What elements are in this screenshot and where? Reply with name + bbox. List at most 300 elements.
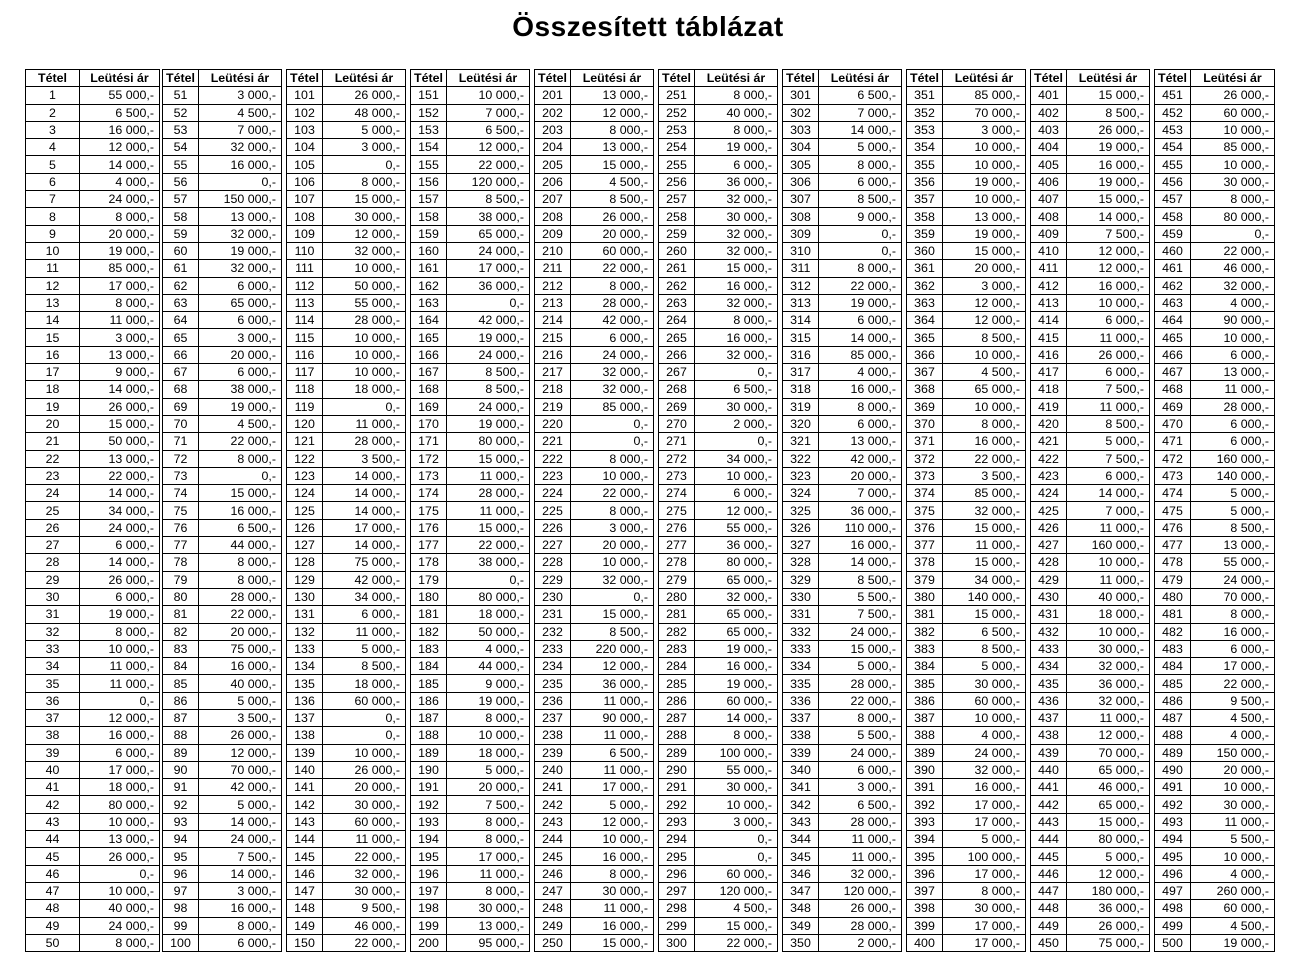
item-price: 24 000,- — [819, 623, 902, 640]
item-number: 461 — [1155, 260, 1191, 277]
item-number: 400 — [907, 934, 943, 951]
table-row — [1155, 364, 1275, 381]
table-row — [535, 312, 654, 329]
table-row — [1155, 191, 1275, 208]
item-price: 19 000,- — [199, 242, 282, 259]
table-row — [411, 329, 530, 346]
item-number: 278 — [659, 554, 695, 571]
item-number: 252 — [659, 104, 695, 121]
item-price: 65 000,- — [1067, 761, 1150, 778]
item-number: 424 — [1031, 485, 1067, 502]
table-row — [287, 208, 406, 225]
item-number: 93 — [163, 813, 199, 830]
item-price: 12 000,- — [80, 709, 160, 726]
table-row — [411, 294, 530, 311]
table-row — [783, 934, 902, 951]
table-row — [26, 554, 160, 571]
item-number: 290 — [659, 761, 695, 778]
item-number: 423 — [1031, 467, 1067, 484]
item-price: 6 000,- — [1191, 415, 1275, 432]
item-number: 146 — [287, 865, 323, 882]
table-row — [907, 381, 1026, 398]
item-number: 364 — [907, 312, 943, 329]
item-price: 60 000,- — [1191, 104, 1275, 121]
table-row — [535, 675, 654, 692]
item-number: 187 — [411, 709, 447, 726]
item-price: 13 000,- — [1191, 364, 1275, 381]
item-price: 26 000,- — [80, 848, 160, 865]
item-price: 14 000,- — [1067, 208, 1150, 225]
item-price: 60 000,- — [1191, 900, 1275, 917]
item-price: 8 500,- — [323, 658, 406, 675]
item-price: 14 000,- — [80, 381, 160, 398]
item-price: 8 500,- — [819, 571, 902, 588]
item-price: 10 000,- — [571, 554, 654, 571]
item-price: 19 000,- — [80, 606, 160, 623]
item-number: 77 — [163, 537, 199, 554]
table-row — [287, 329, 406, 346]
table-row — [1155, 934, 1275, 951]
item-number: 53 — [163, 121, 199, 138]
item-number: 2 — [26, 104, 80, 121]
item-number: 3 — [26, 121, 80, 138]
item-number: 234 — [535, 658, 571, 675]
table-row — [411, 623, 530, 640]
item-price: 10 000,- — [571, 831, 654, 848]
table-row — [26, 761, 160, 778]
item-number: 337 — [783, 709, 819, 726]
item-price: 15 000,- — [1067, 813, 1150, 830]
header-price: Leütési ár — [571, 70, 654, 87]
item-number: 366 — [907, 346, 943, 363]
table-row — [163, 242, 282, 259]
item-price: 30 000,- — [571, 882, 654, 899]
table-row — [659, 398, 778, 415]
item-number: 493 — [1155, 813, 1191, 830]
item-number: 479 — [1155, 571, 1191, 588]
table-row — [1155, 104, 1275, 121]
item-number: 162 — [411, 277, 447, 294]
item-number: 210 — [535, 242, 571, 259]
item-price: 150 000,- — [199, 191, 282, 208]
item-price: 32 000,- — [199, 225, 282, 242]
item-price: 160 000,- — [1067, 537, 1150, 554]
item-price: 8 000,- — [199, 554, 282, 571]
item-number: 352 — [907, 104, 943, 121]
item-number: 436 — [1031, 692, 1067, 709]
item-price: 22 000,- — [1191, 242, 1275, 259]
item-price: 26 000,- — [199, 727, 282, 744]
table-row — [659, 156, 778, 173]
item-number: 147 — [287, 882, 323, 899]
item-number: 483 — [1155, 640, 1191, 657]
item-price: 80 000,- — [447, 588, 530, 605]
table-row — [783, 571, 902, 588]
item-price: 32 000,- — [695, 346, 778, 363]
item-number: 86 — [163, 692, 199, 709]
table-row — [163, 934, 282, 951]
item-price: 120 000,- — [695, 882, 778, 899]
item-price: 3 000,- — [819, 779, 902, 796]
item-price: 6 000,- — [695, 156, 778, 173]
item-number: 360 — [907, 242, 943, 259]
item-price: 8 000,- — [80, 934, 160, 951]
item-number: 320 — [783, 415, 819, 432]
table-row — [1155, 779, 1275, 796]
item-price: 8 500,- — [447, 191, 530, 208]
table-row — [659, 917, 778, 934]
table-row — [783, 588, 902, 605]
item-price: 16 000,- — [571, 848, 654, 865]
item-number: 82 — [163, 623, 199, 640]
item-number: 22 — [26, 450, 80, 467]
table-row — [783, 485, 902, 502]
item-price: 55 000,- — [1191, 554, 1275, 571]
item-price: 24 000,- — [819, 744, 902, 761]
item-number: 99 — [163, 917, 199, 934]
table-row — [907, 848, 1026, 865]
item-number: 58 — [163, 208, 199, 225]
item-price: 30 000,- — [323, 882, 406, 899]
item-number: 422 — [1031, 450, 1067, 467]
item-price: 5 500,- — [819, 727, 902, 744]
table-row — [1031, 537, 1150, 554]
item-number: 57 — [163, 191, 199, 208]
table-row — [535, 882, 654, 899]
table-row — [1031, 450, 1150, 467]
table-row — [1031, 364, 1150, 381]
table-row — [163, 554, 282, 571]
item-number: 141 — [287, 779, 323, 796]
table-row — [535, 433, 654, 450]
item-price: 24 000,- — [447, 398, 530, 415]
item-price: 19 000,- — [80, 242, 160, 259]
table-row — [1031, 329, 1150, 346]
table-row — [535, 87, 654, 104]
table-row — [783, 519, 902, 536]
table-row — [411, 502, 530, 519]
header-price: Leütési ár — [819, 70, 902, 87]
item-number: 62 — [163, 277, 199, 294]
table-row — [163, 537, 282, 554]
item-number: 7 — [26, 191, 80, 208]
item-price: 15 000,- — [447, 519, 530, 536]
item-number: 394 — [907, 831, 943, 848]
item-number: 496 — [1155, 865, 1191, 882]
table-row — [783, 260, 902, 277]
item-price: 4 000,- — [80, 173, 160, 190]
table-row — [287, 727, 406, 744]
item-number: 189 — [411, 744, 447, 761]
item-price: 0,- — [447, 294, 530, 311]
table-row — [163, 727, 282, 744]
item-number: 338 — [783, 727, 819, 744]
item-price: 180 000,- — [1067, 882, 1150, 899]
table-row — [535, 381, 654, 398]
item-price: 14 000,- — [80, 156, 160, 173]
item-price: 40 000,- — [1067, 588, 1150, 605]
table-row — [163, 709, 282, 726]
item-price: 11 000,- — [1067, 571, 1150, 588]
item-price: 6 500,- — [447, 121, 530, 138]
table-row — [907, 865, 1026, 882]
item-number: 359 — [907, 225, 943, 242]
item-price: 24 000,- — [1191, 571, 1275, 588]
item-price: 6 000,- — [819, 761, 902, 778]
item-number: 112 — [287, 277, 323, 294]
item-price: 10 000,- — [571, 467, 654, 484]
item-price: 3 500,- — [323, 450, 406, 467]
table-row — [287, 675, 406, 692]
item-number: 460 — [1155, 242, 1191, 259]
table-row — [411, 260, 530, 277]
item-number: 250 — [535, 934, 571, 951]
table-row — [659, 329, 778, 346]
item-price: 12 000,- — [943, 312, 1026, 329]
table-block — [1030, 69, 1150, 952]
item-number: 125 — [287, 502, 323, 519]
item-price: 9 500,- — [323, 900, 406, 917]
item-price: 2 000,- — [695, 415, 778, 432]
item-number: 168 — [411, 381, 447, 398]
item-price: 8 500,- — [447, 381, 530, 398]
table-row — [659, 450, 778, 467]
table-row — [26, 727, 160, 744]
item-price: 11 000,- — [943, 537, 1026, 554]
item-number: 314 — [783, 312, 819, 329]
item-price: 8 000,- — [571, 121, 654, 138]
item-price: 36 000,- — [819, 502, 902, 519]
table-row — [783, 294, 902, 311]
item-number: 362 — [907, 277, 943, 294]
table-row — [1031, 709, 1150, 726]
item-number: 193 — [411, 813, 447, 830]
item-price: 7 000,- — [1067, 502, 1150, 519]
item-price: 24 000,- — [80, 519, 160, 536]
item-price: 8 000,- — [447, 882, 530, 899]
item-number: 52 — [163, 104, 199, 121]
table-row — [659, 139, 778, 156]
table-row — [1155, 571, 1275, 588]
price-table — [410, 69, 530, 952]
item-price: 55 000,- — [80, 87, 160, 104]
table-row — [26, 277, 160, 294]
table-row — [907, 121, 1026, 138]
item-number: 136 — [287, 692, 323, 709]
table-row — [411, 848, 530, 865]
header-item: Tétel — [1155, 70, 1191, 87]
item-price: 14 000,- — [819, 329, 902, 346]
table-block — [906, 69, 1026, 952]
item-price: 65 000,- — [695, 606, 778, 623]
item-price: 28 000,- — [571, 294, 654, 311]
item-price: 6 000,- — [695, 485, 778, 502]
table-row — [163, 917, 282, 934]
item-price: 4 000,- — [1191, 294, 1275, 311]
table-row — [1155, 398, 1275, 415]
item-price: 14 000,- — [819, 121, 902, 138]
item-number: 277 — [659, 537, 695, 554]
item-price: 14 000,- — [323, 502, 406, 519]
item-number: 21 — [26, 433, 80, 450]
header-item: Tétel — [535, 70, 571, 87]
item-price: 0,- — [323, 156, 406, 173]
item-price: 80 000,- — [695, 554, 778, 571]
table-row — [1031, 900, 1150, 917]
table-row — [907, 761, 1026, 778]
item-price: 70 000,- — [1067, 744, 1150, 761]
table-row — [535, 606, 654, 623]
table-row — [783, 364, 902, 381]
item-price: 140 000,- — [943, 588, 1026, 605]
item-number: 303 — [783, 121, 819, 138]
table-row — [1031, 277, 1150, 294]
table-row — [287, 104, 406, 121]
item-price: 11 000,- — [819, 831, 902, 848]
item-price: 5 000,- — [199, 692, 282, 709]
item-number: 37 — [26, 709, 80, 726]
item-number: 270 — [659, 415, 695, 432]
table-row — [1031, 727, 1150, 744]
item-price: 75 000,- — [1067, 934, 1150, 951]
item-price: 15 000,- — [943, 606, 1026, 623]
item-price: 5 000,- — [1191, 485, 1275, 502]
table-row — [287, 519, 406, 536]
item-number: 25 — [26, 502, 80, 519]
item-price: 10 000,- — [323, 346, 406, 363]
item-price: 20 000,- — [943, 260, 1026, 277]
table-row — [26, 692, 160, 709]
item-price: 28 000,- — [819, 813, 902, 830]
item-price: 22 000,- — [1191, 675, 1275, 692]
item-number: 481 — [1155, 606, 1191, 623]
item-number: 272 — [659, 450, 695, 467]
item-price: 6 000,- — [199, 364, 282, 381]
table-row — [287, 917, 406, 934]
item-number: 155 — [411, 156, 447, 173]
item-number: 392 — [907, 796, 943, 813]
item-number: 419 — [1031, 398, 1067, 415]
item-number: 85 — [163, 675, 199, 692]
item-price: 10 000,- — [323, 260, 406, 277]
table-row — [535, 848, 654, 865]
item-price: 14 000,- — [819, 554, 902, 571]
item-price: 19 000,- — [1067, 173, 1150, 190]
item-number: 403 — [1031, 121, 1067, 138]
item-number: 287 — [659, 709, 695, 726]
item-price: 11 000,- — [1067, 519, 1150, 536]
item-number: 39 — [26, 744, 80, 761]
item-price: 17 000,- — [943, 796, 1026, 813]
table-row — [907, 606, 1026, 623]
item-number: 292 — [659, 796, 695, 813]
table-row — [287, 415, 406, 432]
item-number: 160 — [411, 242, 447, 259]
item-price: 4 500,- — [199, 104, 282, 121]
item-price: 8 000,- — [571, 277, 654, 294]
table-row — [535, 761, 654, 778]
item-number: 70 — [163, 415, 199, 432]
item-number: 10 — [26, 242, 80, 259]
table-row — [411, 900, 530, 917]
item-number: 205 — [535, 156, 571, 173]
item-price: 15 000,- — [447, 450, 530, 467]
item-number: 487 — [1155, 709, 1191, 726]
table-row — [783, 640, 902, 657]
table-row — [26, 312, 160, 329]
item-number: 315 — [783, 329, 819, 346]
table-row — [1155, 519, 1275, 536]
item-number: 381 — [907, 606, 943, 623]
item-number: 76 — [163, 519, 199, 536]
item-price: 16 000,- — [199, 900, 282, 917]
table-row — [1155, 433, 1275, 450]
item-price: 10 000,- — [80, 882, 160, 899]
item-number: 374 — [907, 485, 943, 502]
item-number: 256 — [659, 173, 695, 190]
header-price: Leütési ár — [323, 70, 406, 87]
item-price: 0,- — [323, 727, 406, 744]
table-row — [783, 398, 902, 415]
item-price: 3 000,- — [199, 87, 282, 104]
table-row — [287, 606, 406, 623]
item-number: 412 — [1031, 277, 1067, 294]
item-price: 0,- — [571, 588, 654, 605]
item-number: 344 — [783, 831, 819, 848]
header-item: Tétel — [26, 70, 80, 87]
table-row — [163, 225, 282, 242]
item-price: 18 000,- — [80, 779, 160, 796]
table-row — [163, 606, 282, 623]
item-number: 118 — [287, 381, 323, 398]
item-number: 166 — [411, 346, 447, 363]
table-row — [907, 519, 1026, 536]
item-number: 41 — [26, 779, 80, 796]
item-price: 22 000,- — [199, 606, 282, 623]
table-row — [1155, 917, 1275, 934]
item-number: 103 — [287, 121, 323, 138]
item-number: 227 — [535, 537, 571, 554]
item-number: 440 — [1031, 761, 1067, 778]
item-number: 311 — [783, 260, 819, 277]
item-price: 0,- — [323, 709, 406, 726]
item-number: 370 — [907, 415, 943, 432]
item-number: 471 — [1155, 433, 1191, 450]
table-row — [26, 173, 160, 190]
header-item: Tétel — [287, 70, 323, 87]
item-number: 291 — [659, 779, 695, 796]
table-row — [163, 156, 282, 173]
table-row — [1031, 139, 1150, 156]
item-number: 379 — [907, 571, 943, 588]
item-price: 30 000,- — [695, 779, 778, 796]
item-price: 30 000,- — [1067, 640, 1150, 657]
item-price: 34 000,- — [943, 571, 1026, 588]
table-row — [287, 433, 406, 450]
item-number: 167 — [411, 364, 447, 381]
table-row — [1155, 346, 1275, 363]
item-number: 268 — [659, 381, 695, 398]
item-number: 47 — [26, 882, 80, 899]
item-number: 417 — [1031, 364, 1067, 381]
item-price: 12 000,- — [571, 658, 654, 675]
item-price: 10 000,- — [447, 727, 530, 744]
item-number: 316 — [783, 346, 819, 363]
item-number: 259 — [659, 225, 695, 242]
item-number: 178 — [411, 554, 447, 571]
item-price: 8 500,- — [1067, 415, 1150, 432]
item-price: 8 000,- — [943, 882, 1026, 899]
